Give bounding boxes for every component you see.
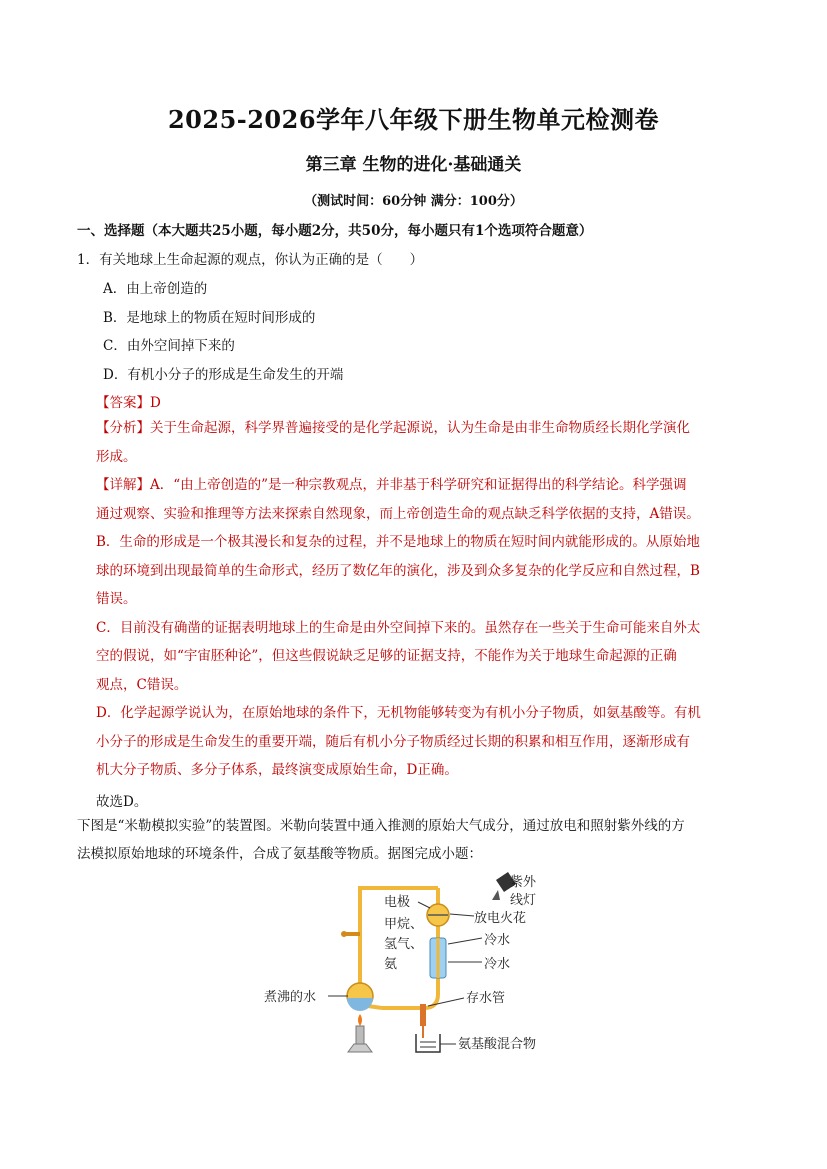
valve-knob-icon	[341, 931, 347, 937]
detail-a-line-1: 【详解】A．“由上帝创造的”是一种宗教观点，并非基于科学研究和证据得出的科学结论。科学强调	[96, 477, 687, 493]
question-stem: 1．有关地球上生命起源的观点，你认为正确的是（ ）	[77, 252, 424, 268]
detail-c-line-2: 空的假说，如“宇宙胚种论”，但这些假说缺乏足够的证据支持，不能作为关于地球生命起源的正确	[96, 648, 677, 664]
cold-water-leader-1	[448, 938, 482, 944]
analysis-line-2: 形成。	[96, 448, 137, 465]
beaker	[416, 1034, 440, 1052]
trap-leader	[428, 998, 464, 1006]
detail-b-line-3: 错误。	[96, 591, 137, 607]
analysis-block	[96, 414, 752, 785]
test-meta: （测试时间：60分钟 满分：100分）	[304, 194, 523, 209]
miller-apparatus-diagram	[260, 866, 580, 1066]
flame-icon	[358, 1014, 362, 1026]
answer-line: 【答案】D	[96, 395, 161, 411]
label-electrode: 电极	[384, 895, 411, 910]
burner-base	[348, 1044, 372, 1052]
detail-b-line-2: 球的环境到出现最简单的生命形式，经历了数亿年的演化，涉及到众多复杂的化学反应和自然过程，B	[96, 562, 700, 579]
option-a: A．由上帝创造的	[103, 281, 208, 297]
label-spark: 放电火花	[474, 911, 527, 926]
intro-line-2: 法模拟原始地球的环境条件，合成了氨基酸等物质。据图完成小题：	[77, 846, 482, 862]
label-uv-lamp-2: 线灯	[510, 893, 537, 908]
analysis-line-1: 【分析】关于生命起源，科学界普遍接受的是化学起源说，认为生命是由非生命物质经长期化学演化	[96, 420, 690, 436]
detail-c-line-3: 观点，C错误。	[96, 676, 188, 693]
detail-d-line-2: 小分子的形成是生命发生的重要开端，随后有机小分子物质经过长期的积累和相互作用，逐渐形成有	[96, 733, 690, 750]
page-title: 2025-2026学年八年级下册生物单元检测卷	[167, 105, 660, 134]
section-heading: 一、选择题（本大题共25小题，每小题2分，共50分，每小题只有1个选项符合题意）	[77, 223, 593, 239]
water-trap-tube	[420, 1004, 426, 1026]
label-uv-lamp-1: 紫外	[510, 875, 537, 890]
electrode-leader	[418, 902, 430, 908]
detail-a-line-2: 通过观察、实验和推理等方法来探索自然现象，而上帝创造生命的观点缺乏科学依据的支持，A错误。	[96, 505, 700, 522]
chapter-subtitle: 第三章 生物的进化·基础通关	[305, 155, 522, 175]
conclusion-line: 故选D。	[96, 794, 148, 810]
boiling-water-fill	[347, 998, 373, 1011]
detail-d-line-1: D．化学起源学说认为，在原始地球的条件下，无机物能够转变为有机小分子物质，如氨基酸等。有机	[96, 705, 701, 721]
intro-line-1: 下图是“米勒模拟实验”的装置图。米勒向装置中通入推测的原始大气成分，通过放电和照射紫外线的方	[77, 818, 685, 834]
label-boiling-water: 煮沸的水	[264, 990, 317, 1005]
label-water-trap: 存水管	[466, 991, 506, 1006]
label-gas-hydrogen: 氢气、	[384, 937, 424, 952]
option-b: B．是地球上的物质在短时间形成的	[103, 310, 316, 326]
figure-intro	[77, 812, 767, 868]
label-cold-water-1: 冷水	[484, 933, 511, 948]
label-cold-water-2: 冷水	[484, 957, 511, 972]
option-c: C．由外空间掉下来的	[103, 338, 235, 354]
burner-stem	[356, 1026, 364, 1044]
label-gas-methane: 甲烷、	[384, 917, 424, 932]
detail-b-line-1: B．生命的形成是一个极其漫长和复杂的过程，并不是地球上的物质在短时间内就能形成的。从原始地	[96, 534, 700, 550]
option-d: D．有机小分子的形成是生命发生的开端	[103, 367, 344, 383]
detail-c-line-1: C．目前没有确凿的证据表明地球上的生命是由外空间掉下来的。虽然存在一些关于生命可能来自外太	[96, 619, 701, 636]
detail-d-line-3: 机大分子物质、多分子体系，最终演变成原始生命，D正确。	[96, 762, 458, 778]
spark-leader	[450, 914, 474, 916]
return-tube	[382, 978, 438, 1008]
label-amino-mixture: 氨基酸混合物	[458, 1037, 537, 1052]
label-gas-ammonia: 氨	[384, 957, 398, 972]
uv-lamp-stand	[492, 890, 500, 900]
